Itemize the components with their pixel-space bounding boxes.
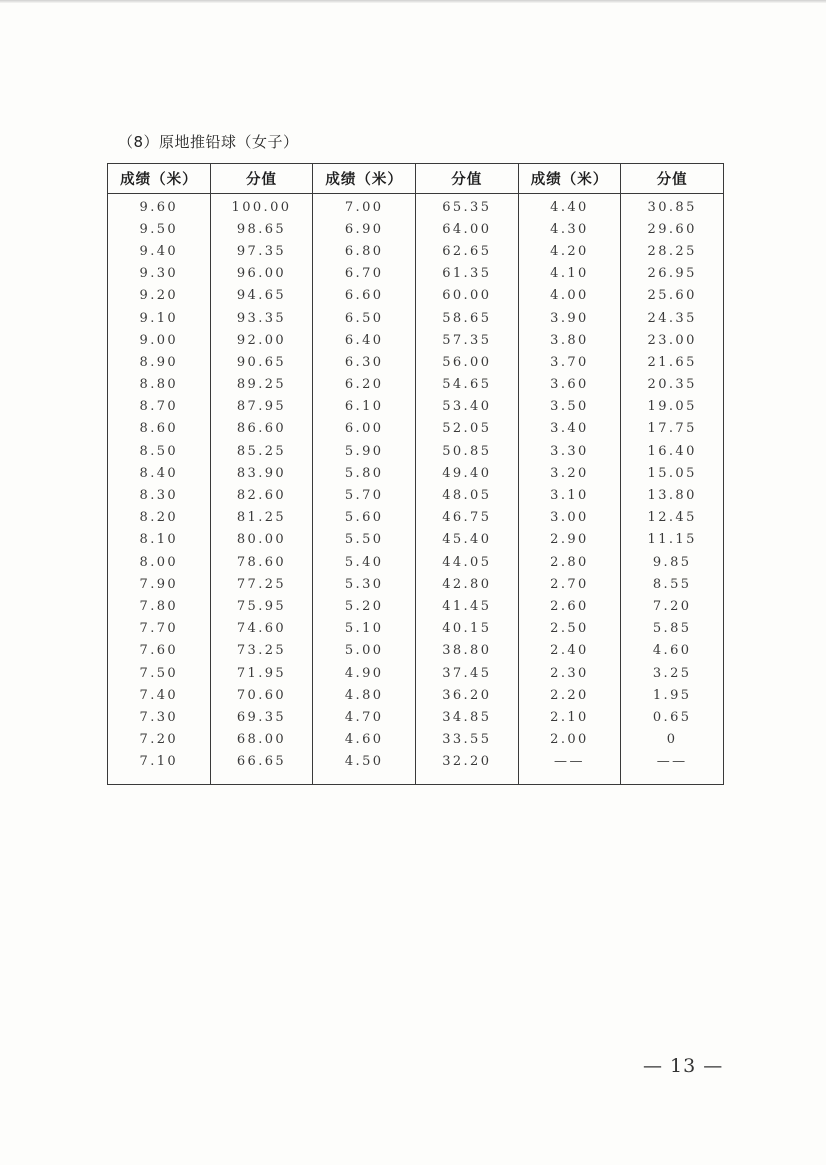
cell-score-3: 23.00 <box>621 329 724 351</box>
cell-score-2: 54.65 <box>415 374 518 396</box>
table-row <box>108 640 724 662</box>
cell-result-3: 4.20 <box>518 240 621 262</box>
cell-score-1: 83.90 <box>210 462 313 484</box>
cell-result-2: 4.80 <box>313 684 416 706</box>
table-row <box>108 418 724 440</box>
spacer-cell <box>518 773 621 785</box>
table-row <box>108 462 724 484</box>
cell-score-2: 53.40 <box>415 396 518 418</box>
header-result-1: 成绩（米） <box>108 164 211 194</box>
cell-score-1: 82.60 <box>210 484 313 506</box>
cell-score-1: 100.00 <box>210 194 313 219</box>
cell-result-1: 8.70 <box>108 396 211 418</box>
cell-result-1: 8.50 <box>108 440 211 462</box>
cell-result-2: 6.30 <box>313 351 416 373</box>
table-row <box>108 484 724 506</box>
cell-score-3: 12.45 <box>621 507 724 529</box>
cell-result-3: 2.10 <box>518 706 621 728</box>
cell-result-3: 3.60 <box>518 374 621 396</box>
cell-score-1: 74.60 <box>210 618 313 640</box>
cell-score-3: 25.60 <box>621 285 724 307</box>
cell-result-3: 2.00 <box>518 729 621 751</box>
header-score-3: 分值 <box>621 164 724 194</box>
table-body <box>108 194 724 785</box>
spacer-cell <box>108 773 211 785</box>
spacer-cell <box>313 773 416 785</box>
table-row <box>108 240 724 262</box>
cell-score-1: 66.65 <box>210 751 313 773</box>
cell-score-3: 7.20 <box>621 595 724 617</box>
cell-score-2: 42.80 <box>415 573 518 595</box>
cell-score-2: 44.05 <box>415 551 518 573</box>
cell-score-1: 92.00 <box>210 329 313 351</box>
cell-result-1: 8.30 <box>108 484 211 506</box>
cell-score-2: 41.45 <box>415 595 518 617</box>
table-row <box>108 263 724 285</box>
spacer-cell <box>621 773 724 785</box>
cell-result-3: 4.40 <box>518 194 621 219</box>
cell-result-3: 3.20 <box>518 462 621 484</box>
cell-result-3: 4.10 <box>518 263 621 285</box>
cell-score-1: 71.95 <box>210 662 313 684</box>
cell-result-1: 9.40 <box>108 240 211 262</box>
cell-result-1: 9.10 <box>108 307 211 329</box>
table-row <box>108 706 724 728</box>
cell-score-2: 50.85 <box>415 440 518 462</box>
cell-score-1: 94.65 <box>210 285 313 307</box>
cell-score-1: 86.60 <box>210 418 313 440</box>
cell-result-3: 3.40 <box>518 418 621 440</box>
cell-score-2: 64.00 <box>415 218 518 240</box>
table-row <box>108 440 724 462</box>
cell-score-1: 81.25 <box>210 507 313 529</box>
cell-score-3: 11.15 <box>621 529 724 551</box>
cell-score-3: 17.75 <box>621 418 724 440</box>
cell-score-2: 40.15 <box>415 618 518 640</box>
cell-score-3: 1.95 <box>621 684 724 706</box>
table-row <box>108 751 724 773</box>
cell-result-2: 5.00 <box>313 640 416 662</box>
cell-score-3: 28.25 <box>621 240 724 262</box>
cell-score-3: 4.60 <box>621 640 724 662</box>
cell-score-1: 90.65 <box>210 351 313 373</box>
cell-result-3: 2.40 <box>518 640 621 662</box>
cell-score-1: 87.95 <box>210 396 313 418</box>
header-result-2: 成绩（米） <box>313 164 416 194</box>
cell-result-3: 3.70 <box>518 351 621 373</box>
cell-result-1: 9.30 <box>108 263 211 285</box>
cell-score-3: —— <box>621 751 724 773</box>
cell-score-2: 65.35 <box>415 194 518 219</box>
cell-score-3: 30.85 <box>621 194 724 219</box>
table-spacer-row <box>108 773 724 785</box>
cell-score-1: 97.35 <box>210 240 313 262</box>
cell-score-2: 38.80 <box>415 640 518 662</box>
cell-score-1: 75.95 <box>210 595 313 617</box>
cell-score-2: 62.65 <box>415 240 518 262</box>
cell-result-3: —— <box>518 751 621 773</box>
table-row <box>108 351 724 373</box>
table-row <box>108 374 724 396</box>
cell-result-2: 5.80 <box>313 462 416 484</box>
cell-score-1: 73.25 <box>210 640 313 662</box>
header-score-1: 分值 <box>210 164 313 194</box>
cell-score-1: 77.25 <box>210 573 313 595</box>
table-row <box>108 662 724 684</box>
cell-score-2: 37.45 <box>415 662 518 684</box>
cell-result-2: 7.00 <box>313 194 416 219</box>
cell-result-3: 3.10 <box>518 484 621 506</box>
cell-result-2: 5.90 <box>313 440 416 462</box>
cell-result-2: 4.70 <box>313 706 416 728</box>
cell-score-3: 21.65 <box>621 351 724 373</box>
cell-result-2: 5.20 <box>313 595 416 617</box>
cell-result-2: 4.60 <box>313 729 416 751</box>
cell-result-2: 5.60 <box>313 507 416 529</box>
cell-result-1: 7.20 <box>108 729 211 751</box>
cell-score-3: 0 <box>621 729 724 751</box>
table-row <box>108 684 724 706</box>
table-row <box>108 573 724 595</box>
cell-result-1: 8.40 <box>108 462 211 484</box>
cell-score-1: 68.00 <box>210 729 313 751</box>
cell-score-3: 9.85 <box>621 551 724 573</box>
cell-score-1: 89.25 <box>210 374 313 396</box>
cell-score-1: 98.65 <box>210 218 313 240</box>
cell-result-1: 7.70 <box>108 618 211 640</box>
cell-result-2: 5.70 <box>313 484 416 506</box>
cell-score-1: 78.60 <box>210 551 313 573</box>
cell-result-2: 6.20 <box>313 374 416 396</box>
cell-result-3: 4.00 <box>518 285 621 307</box>
spacer-cell <box>210 773 313 785</box>
cell-result-3: 2.20 <box>518 684 621 706</box>
cell-score-1: 85.25 <box>210 440 313 462</box>
cell-result-2: 6.00 <box>313 418 416 440</box>
cell-result-3: 3.80 <box>518 329 621 351</box>
cell-result-3: 3.50 <box>518 396 621 418</box>
cell-result-2: 4.50 <box>313 751 416 773</box>
cell-result-1: 9.60 <box>108 194 211 219</box>
cell-result-1: 8.60 <box>108 418 211 440</box>
cell-result-3: 2.80 <box>518 551 621 573</box>
cell-result-1: 7.10 <box>108 751 211 773</box>
cell-result-3: 2.50 <box>518 618 621 640</box>
table-row <box>108 396 724 418</box>
cell-score-2: 33.55 <box>415 729 518 751</box>
cell-result-2: 6.50 <box>313 307 416 329</box>
cell-score-2: 57.35 <box>415 329 518 351</box>
cell-score-2: 46.75 <box>415 507 518 529</box>
cell-result-3: 4.30 <box>518 218 621 240</box>
cell-score-2: 32.20 <box>415 751 518 773</box>
cell-result-1: 8.20 <box>108 507 211 529</box>
cell-result-1: 8.00 <box>108 551 211 573</box>
table-row <box>108 595 724 617</box>
table-row <box>108 551 724 573</box>
cell-result-3: 3.30 <box>518 440 621 462</box>
header-score-2: 分值 <box>415 164 518 194</box>
table-row <box>108 729 724 751</box>
cell-score-3: 20.35 <box>621 374 724 396</box>
table-header-row <box>108 164 724 194</box>
cell-result-1: 9.50 <box>108 218 211 240</box>
table-row <box>108 307 724 329</box>
table-row <box>108 507 724 529</box>
cell-result-1: 8.90 <box>108 351 211 373</box>
cell-score-1: 70.60 <box>210 684 313 706</box>
cell-score-2: 49.40 <box>415 462 518 484</box>
cell-score-3: 13.80 <box>621 484 724 506</box>
cell-result-1: 8.10 <box>108 529 211 551</box>
spacer-cell <box>415 773 518 785</box>
cell-score-1: 93.35 <box>210 307 313 329</box>
score-table <box>107 163 724 785</box>
cell-result-1: 7.90 <box>108 573 211 595</box>
cell-result-1: 7.80 <box>108 595 211 617</box>
table-row <box>108 194 724 219</box>
cell-score-2: 61.35 <box>415 263 518 285</box>
cell-result-3: 3.00 <box>518 507 621 529</box>
cell-score-2: 48.05 <box>415 484 518 506</box>
cell-result-1: 7.50 <box>108 662 211 684</box>
cell-score-1: 96.00 <box>210 263 313 285</box>
cell-result-1: 9.00 <box>108 329 211 351</box>
cell-result-2: 6.40 <box>313 329 416 351</box>
cell-result-2: 6.60 <box>313 285 416 307</box>
cell-result-2: 6.70 <box>313 263 416 285</box>
cell-score-3: 15.05 <box>621 462 724 484</box>
cell-score-3: 29.60 <box>621 218 724 240</box>
cell-score-2: 52.05 <box>415 418 518 440</box>
cell-result-2: 5.30 <box>313 573 416 595</box>
cell-score-2: 56.00 <box>415 351 518 373</box>
cell-score-3: 26.95 <box>621 263 724 285</box>
cell-result-2: 6.90 <box>313 218 416 240</box>
cell-score-3: 16.40 <box>621 440 724 462</box>
table-row <box>108 329 724 351</box>
cell-result-3: 2.60 <box>518 595 621 617</box>
table-row <box>108 618 724 640</box>
cell-result-1: 7.60 <box>108 640 211 662</box>
cell-result-2: 5.40 <box>313 551 416 573</box>
cell-score-3: 3.25 <box>621 662 724 684</box>
cell-result-3: 2.70 <box>518 573 621 595</box>
cell-score-3: 19.05 <box>621 396 724 418</box>
cell-score-2: 45.40 <box>415 529 518 551</box>
cell-score-2: 60.00 <box>415 285 518 307</box>
cell-score-3: 5.85 <box>621 618 724 640</box>
cell-result-2: 5.10 <box>313 618 416 640</box>
cell-result-1: 8.80 <box>108 374 211 396</box>
section-title: （8）原地推铅球（女子） <box>118 133 299 151</box>
cell-result-3: 3.90 <box>518 307 621 329</box>
cell-score-3: 8.55 <box>621 573 724 595</box>
scan-edge <box>0 0 826 3</box>
cell-score-3: 0.65 <box>621 706 724 728</box>
cell-result-1: 7.40 <box>108 684 211 706</box>
table-row <box>108 285 724 307</box>
table-row <box>108 529 724 551</box>
cell-score-2: 34.85 <box>415 706 518 728</box>
cell-score-2: 58.65 <box>415 307 518 329</box>
cell-score-2: 36.20 <box>415 684 518 706</box>
cell-result-2: 6.80 <box>313 240 416 262</box>
cell-result-3: 2.30 <box>518 662 621 684</box>
cell-score-1: 80.00 <box>210 529 313 551</box>
cell-result-2: 5.50 <box>313 529 416 551</box>
table-row <box>108 218 724 240</box>
cell-result-2: 6.10 <box>313 396 416 418</box>
cell-score-3: 24.35 <box>621 307 724 329</box>
header-result-3: 成绩（米） <box>518 164 621 194</box>
cell-result-3: 2.90 <box>518 529 621 551</box>
cell-result-2: 4.90 <box>313 662 416 684</box>
cell-score-1: 69.35 <box>210 706 313 728</box>
cell-result-1: 7.30 <box>108 706 211 728</box>
cell-result-1: 9.20 <box>108 285 211 307</box>
page-number: — 13 — <box>643 1055 724 1077</box>
